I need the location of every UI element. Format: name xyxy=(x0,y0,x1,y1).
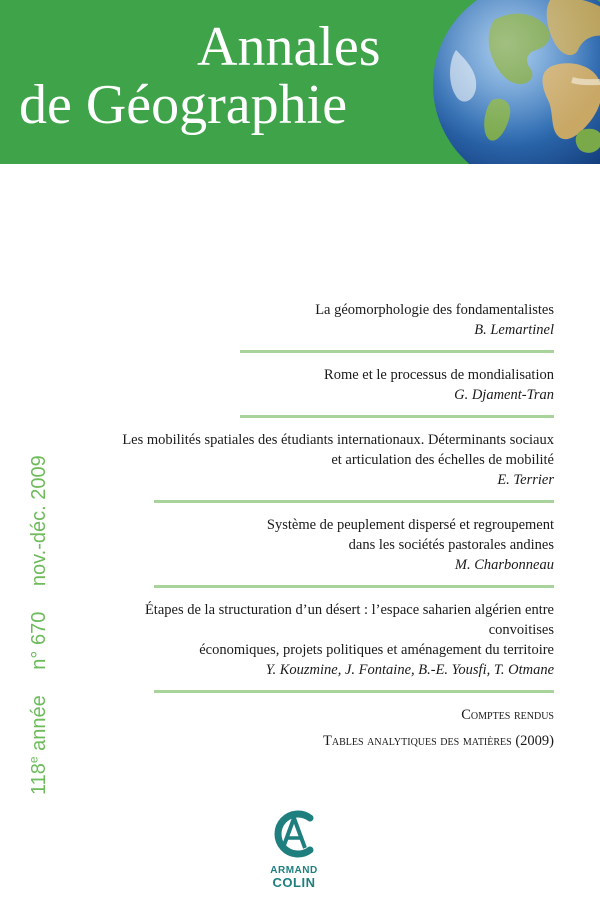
journal-title xyxy=(19,18,381,134)
issue-date: nov.-déc. 2009 xyxy=(27,455,50,587)
globe-illustration xyxy=(432,0,600,164)
article-author: E. Terrier xyxy=(497,472,554,488)
divider-rule xyxy=(154,500,554,503)
article-title-line: Étapes de la structuration d’un désert : l’espace saharien algérien entre convoitises xyxy=(144,602,554,638)
toc-entry xyxy=(120,600,554,680)
publisher-logo xyxy=(264,808,324,890)
toc-entry xyxy=(120,430,554,490)
cover-banner xyxy=(0,0,600,164)
toc-entry xyxy=(120,515,554,575)
article-author: Y. Kouzmine, J. Fontaine, B.-E. Yousfi, T. Otmane xyxy=(265,662,554,678)
toc-entry xyxy=(120,365,554,405)
article-title: Rome et le processus de mondialisation xyxy=(324,367,554,383)
volume-year: 118e année xyxy=(26,695,50,795)
analytical-tables-heading: Tables analytiques des matières (2009) xyxy=(322,733,554,749)
article-title-line: Les mobilités spatiales des étudiants internationaux. Déterminants sociaux xyxy=(122,432,554,448)
back-matter xyxy=(120,705,554,751)
journal-title-line1: Annales xyxy=(197,16,381,78)
toc-entry xyxy=(120,300,554,340)
divider-rule xyxy=(154,585,554,588)
article-title-line: économiques, projets politiques et aménagement du territoire xyxy=(199,642,554,658)
publisher-name xyxy=(264,865,324,890)
article-author: B. Lemartinel xyxy=(474,322,554,338)
divider-rule xyxy=(154,690,554,693)
book-reviews-heading: Comptes rendus xyxy=(461,707,554,723)
article-title: La géomorphologie des fondamentalistes xyxy=(315,302,554,318)
issue-number: n° 670 xyxy=(27,611,50,670)
article-title-line: Système de peuplement dispersé et regroupement xyxy=(266,517,554,533)
publisher-name-line1: ARMAND xyxy=(270,865,318,876)
publisher-name-line2: COLIN xyxy=(272,875,316,890)
table-of-contents xyxy=(120,300,554,757)
spine-info xyxy=(18,375,48,795)
article-title-line: dans les sociétés pastorales andines xyxy=(348,537,554,553)
journal-title-line2: de Géographie xyxy=(19,74,348,136)
article-author: M. Charbonneau xyxy=(454,557,554,573)
divider-rule xyxy=(240,350,554,353)
armand-colin-emblem-icon xyxy=(270,808,318,860)
article-author: G. Djament-Tran xyxy=(454,387,554,403)
divider-rule xyxy=(240,415,554,418)
article-title-line: et articulation des échelles de mobilité xyxy=(331,452,554,468)
